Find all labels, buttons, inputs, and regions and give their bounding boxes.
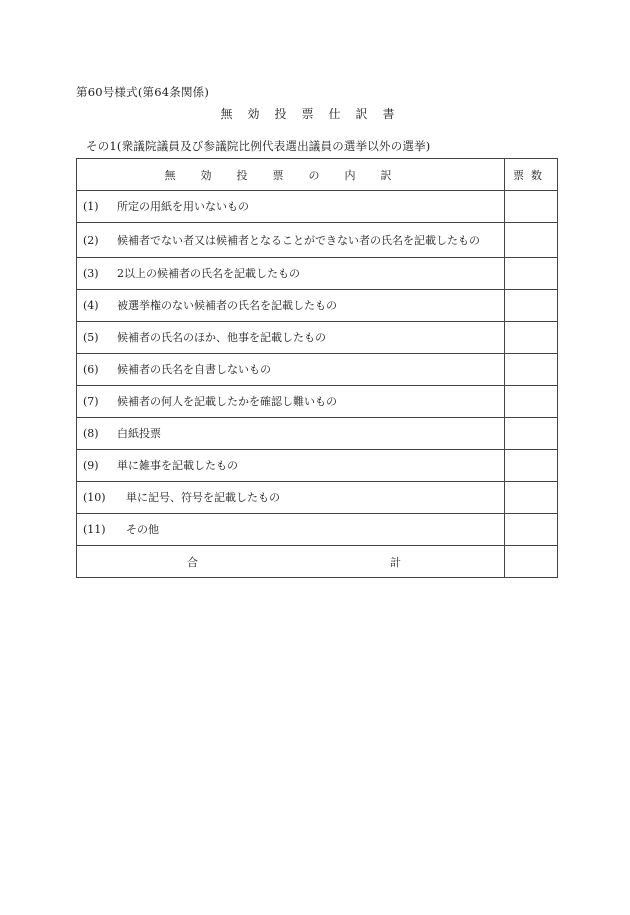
row-number: (8) xyxy=(83,427,99,440)
row-item-cell xyxy=(77,223,505,258)
row-text: 候補者の氏名のほか、他事を記載したもの xyxy=(117,331,326,344)
row-text: 被選挙権のない候補者の氏名を記載したもの xyxy=(117,299,337,312)
row-text: 2以上の候補者の氏名を記載したもの xyxy=(117,267,300,280)
header-votes: 票数 xyxy=(505,159,558,191)
votes-cell[interactable] xyxy=(505,354,558,386)
row-text: 候補者の氏名を自書しないもの xyxy=(117,363,271,376)
row-number: (5) xyxy=(83,331,99,344)
votes-cell[interactable] xyxy=(505,386,558,418)
row-item-cell xyxy=(77,514,505,546)
total-row xyxy=(77,546,558,578)
row-item-cell xyxy=(77,322,505,354)
row-number: (2) xyxy=(83,233,99,247)
row-item-cell xyxy=(77,418,505,450)
row-text: 所定の用紙を用いないもの xyxy=(117,200,249,213)
table-row xyxy=(77,191,558,223)
votes-cell[interactable] xyxy=(505,418,558,450)
row-text: 候補者の何人を記載したかを確認し難いもの xyxy=(117,395,337,408)
row-number: (11) xyxy=(83,523,106,536)
table-row xyxy=(77,354,558,386)
row-text: 単に記号、符号を記載したもの xyxy=(126,491,280,504)
header-item: 無効投票の内訳 xyxy=(77,159,505,191)
row-item-cell xyxy=(77,290,505,322)
row-number: (3) xyxy=(83,267,99,280)
document-title: 無効投票仕訳書 xyxy=(220,107,410,121)
table-header-row xyxy=(77,159,558,191)
row-item-cell xyxy=(77,354,505,386)
row-number: (7) xyxy=(83,395,99,408)
table-row xyxy=(77,258,558,290)
votes-cell[interactable] xyxy=(505,223,558,258)
table-row xyxy=(77,450,558,482)
table-row xyxy=(77,514,558,546)
row-item-cell xyxy=(77,191,505,223)
table-row xyxy=(77,290,558,322)
table-row xyxy=(77,223,558,258)
votes-cell[interactable] xyxy=(505,514,558,546)
votes-cell[interactable] xyxy=(505,258,558,290)
row-text: 単に雑事を記載したもの xyxy=(117,459,238,472)
votes-cell[interactable] xyxy=(505,290,558,322)
document-subtitle: その1(衆議院議員及び参議院比例代表選出議員の選挙以外の選挙) xyxy=(86,139,431,153)
row-item-cell xyxy=(77,450,505,482)
total-votes-cell[interactable] xyxy=(505,546,558,578)
row-text: その他 xyxy=(126,523,159,536)
row-number: (9) xyxy=(83,459,99,472)
row-number: (4) xyxy=(83,299,99,312)
row-number: (1) xyxy=(83,200,99,213)
table-row xyxy=(77,482,558,514)
votes-cell[interactable] xyxy=(505,322,558,354)
votes-cell[interactable] xyxy=(505,450,558,482)
table-row xyxy=(77,386,558,418)
table-row xyxy=(77,418,558,450)
votes-cell[interactable] xyxy=(505,482,558,514)
votes-cell[interactable] xyxy=(505,191,558,223)
row-text: 白紙投票 xyxy=(117,427,161,440)
row-item-cell xyxy=(77,386,505,418)
row-item-cell xyxy=(77,482,505,514)
total-label-cell xyxy=(77,546,505,578)
total-label-a: 合 xyxy=(187,556,198,569)
table-row xyxy=(77,322,558,354)
row-number: (6) xyxy=(83,363,99,376)
row-text: 候補者でない者又は候補者となることができない者の氏名を記載したもの xyxy=(117,233,480,247)
invalid-votes-table xyxy=(76,158,558,578)
form-number: 第60号様式(第64条関係) xyxy=(76,85,210,99)
row-number: (10) xyxy=(83,491,106,504)
row-item-cell xyxy=(77,258,505,290)
total-label-b: 計 xyxy=(390,556,401,569)
